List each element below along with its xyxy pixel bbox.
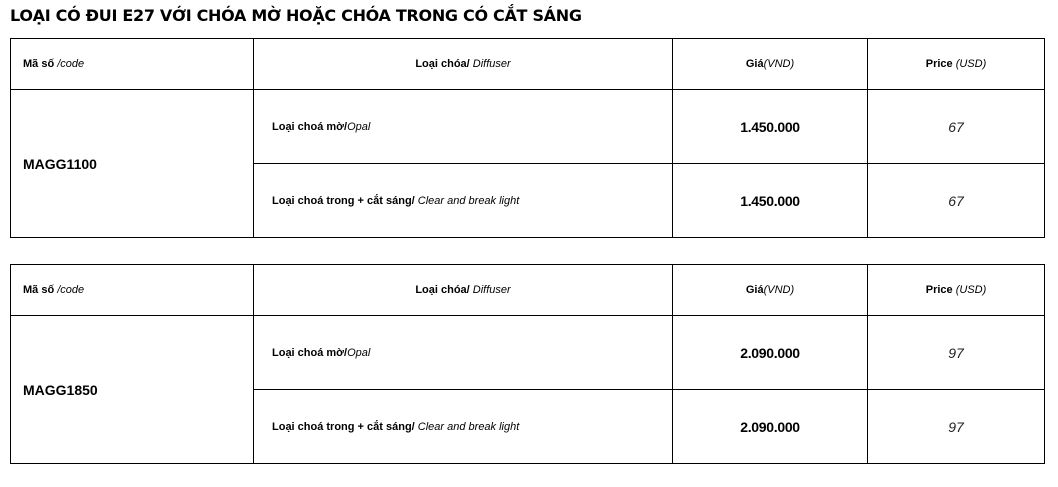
price-usd-cell <box>868 90 1045 164</box>
product-code <box>11 90 254 238</box>
diffuser-label: Loại choá mờ/ <box>272 120 348 133</box>
diffuser-en: Clear and break light <box>417 420 520 433</box>
header-diffuser-label: Loại chóa/ <box>415 58 473 70</box>
header-code-label: Mã số <box>23 58 58 70</box>
price-usd-value: 67 <box>948 118 964 135</box>
table-row <box>11 90 1045 164</box>
price-vnd-cell <box>673 316 868 390</box>
diffuser-cell <box>254 90 673 164</box>
header-price-usd <box>868 265 1045 316</box>
header-price-vnd <box>673 265 868 316</box>
price-usd-value: 67 <box>948 192 964 209</box>
diffuser-en: Clear and break light <box>417 194 520 207</box>
price-vnd-value: 1.450.000 <box>740 192 800 209</box>
price-vnd-value: 2.090.000 <box>740 418 800 435</box>
diffuser-label: Loại choá mờ/ <box>272 346 348 359</box>
price-vnd-cell <box>673 164 868 238</box>
header-price-vnd <box>673 39 868 90</box>
diffuser-cell <box>254 316 673 390</box>
header-vnd-label: Giá <box>745 58 764 70</box>
header-diffuser-label: Loại chóa/ <box>415 284 473 296</box>
table-row <box>11 316 1045 390</box>
header-diffuser <box>254 265 673 316</box>
product-code-value: MAGG1850 <box>23 381 98 398</box>
price-table-1 <box>10 38 1045 238</box>
header-diffuser-en: Diffuser <box>472 58 511 70</box>
price-vnd-cell <box>673 390 868 464</box>
header-code-en: /code <box>57 284 85 296</box>
header-usd-label: Price <box>925 58 956 70</box>
header-usd-unit: (USD) <box>955 284 987 296</box>
diffuser-cell <box>254 390 673 464</box>
header-price-usd <box>868 39 1045 90</box>
page-title: LOẠI CÓ ĐUI E27 VỚI CHÓA MỜ HOẶC CHÓA TRONG CÓ CẮT SÁNG <box>10 6 582 25</box>
header-diffuser <box>254 39 673 90</box>
price-vnd-cell <box>673 90 868 164</box>
diffuser-label: Loại choá trong + cắt sáng/ <box>272 194 418 207</box>
price-usd-cell <box>868 164 1045 238</box>
price-vnd-value: 2.090.000 <box>740 344 800 361</box>
price-usd-cell <box>868 390 1045 464</box>
price-vnd-value: 1.450.000 <box>740 118 800 135</box>
diffuser-cell <box>254 164 673 238</box>
table-header-row <box>11 39 1045 90</box>
diffuser-label: Loại choá trong + cắt sáng/ <box>272 420 418 433</box>
header-code-label: Mã số <box>23 284 58 296</box>
header-diffuser-en: Diffuser <box>472 284 511 296</box>
diffuser-en: Opal <box>347 346 371 359</box>
price-table-2 <box>10 264 1045 464</box>
product-code <box>11 316 254 464</box>
header-code-en: /code <box>57 58 85 70</box>
header-code <box>11 39 254 90</box>
header-vnd-unit: (VND) <box>763 58 795 70</box>
diffuser-en: Opal <box>347 120 371 133</box>
header-vnd-label: Giá <box>745 284 764 296</box>
price-usd-cell <box>868 316 1045 390</box>
header-usd-label: Price <box>925 284 956 296</box>
table-header-row <box>11 265 1045 316</box>
price-usd-value: 97 <box>948 344 964 361</box>
price-usd-value: 97 <box>948 418 964 435</box>
header-usd-unit: (USD) <box>955 58 987 70</box>
header-vnd-unit: (VND) <box>763 284 795 296</box>
product-code-value: MAGG1100 <box>23 155 97 172</box>
header-code <box>11 265 254 316</box>
